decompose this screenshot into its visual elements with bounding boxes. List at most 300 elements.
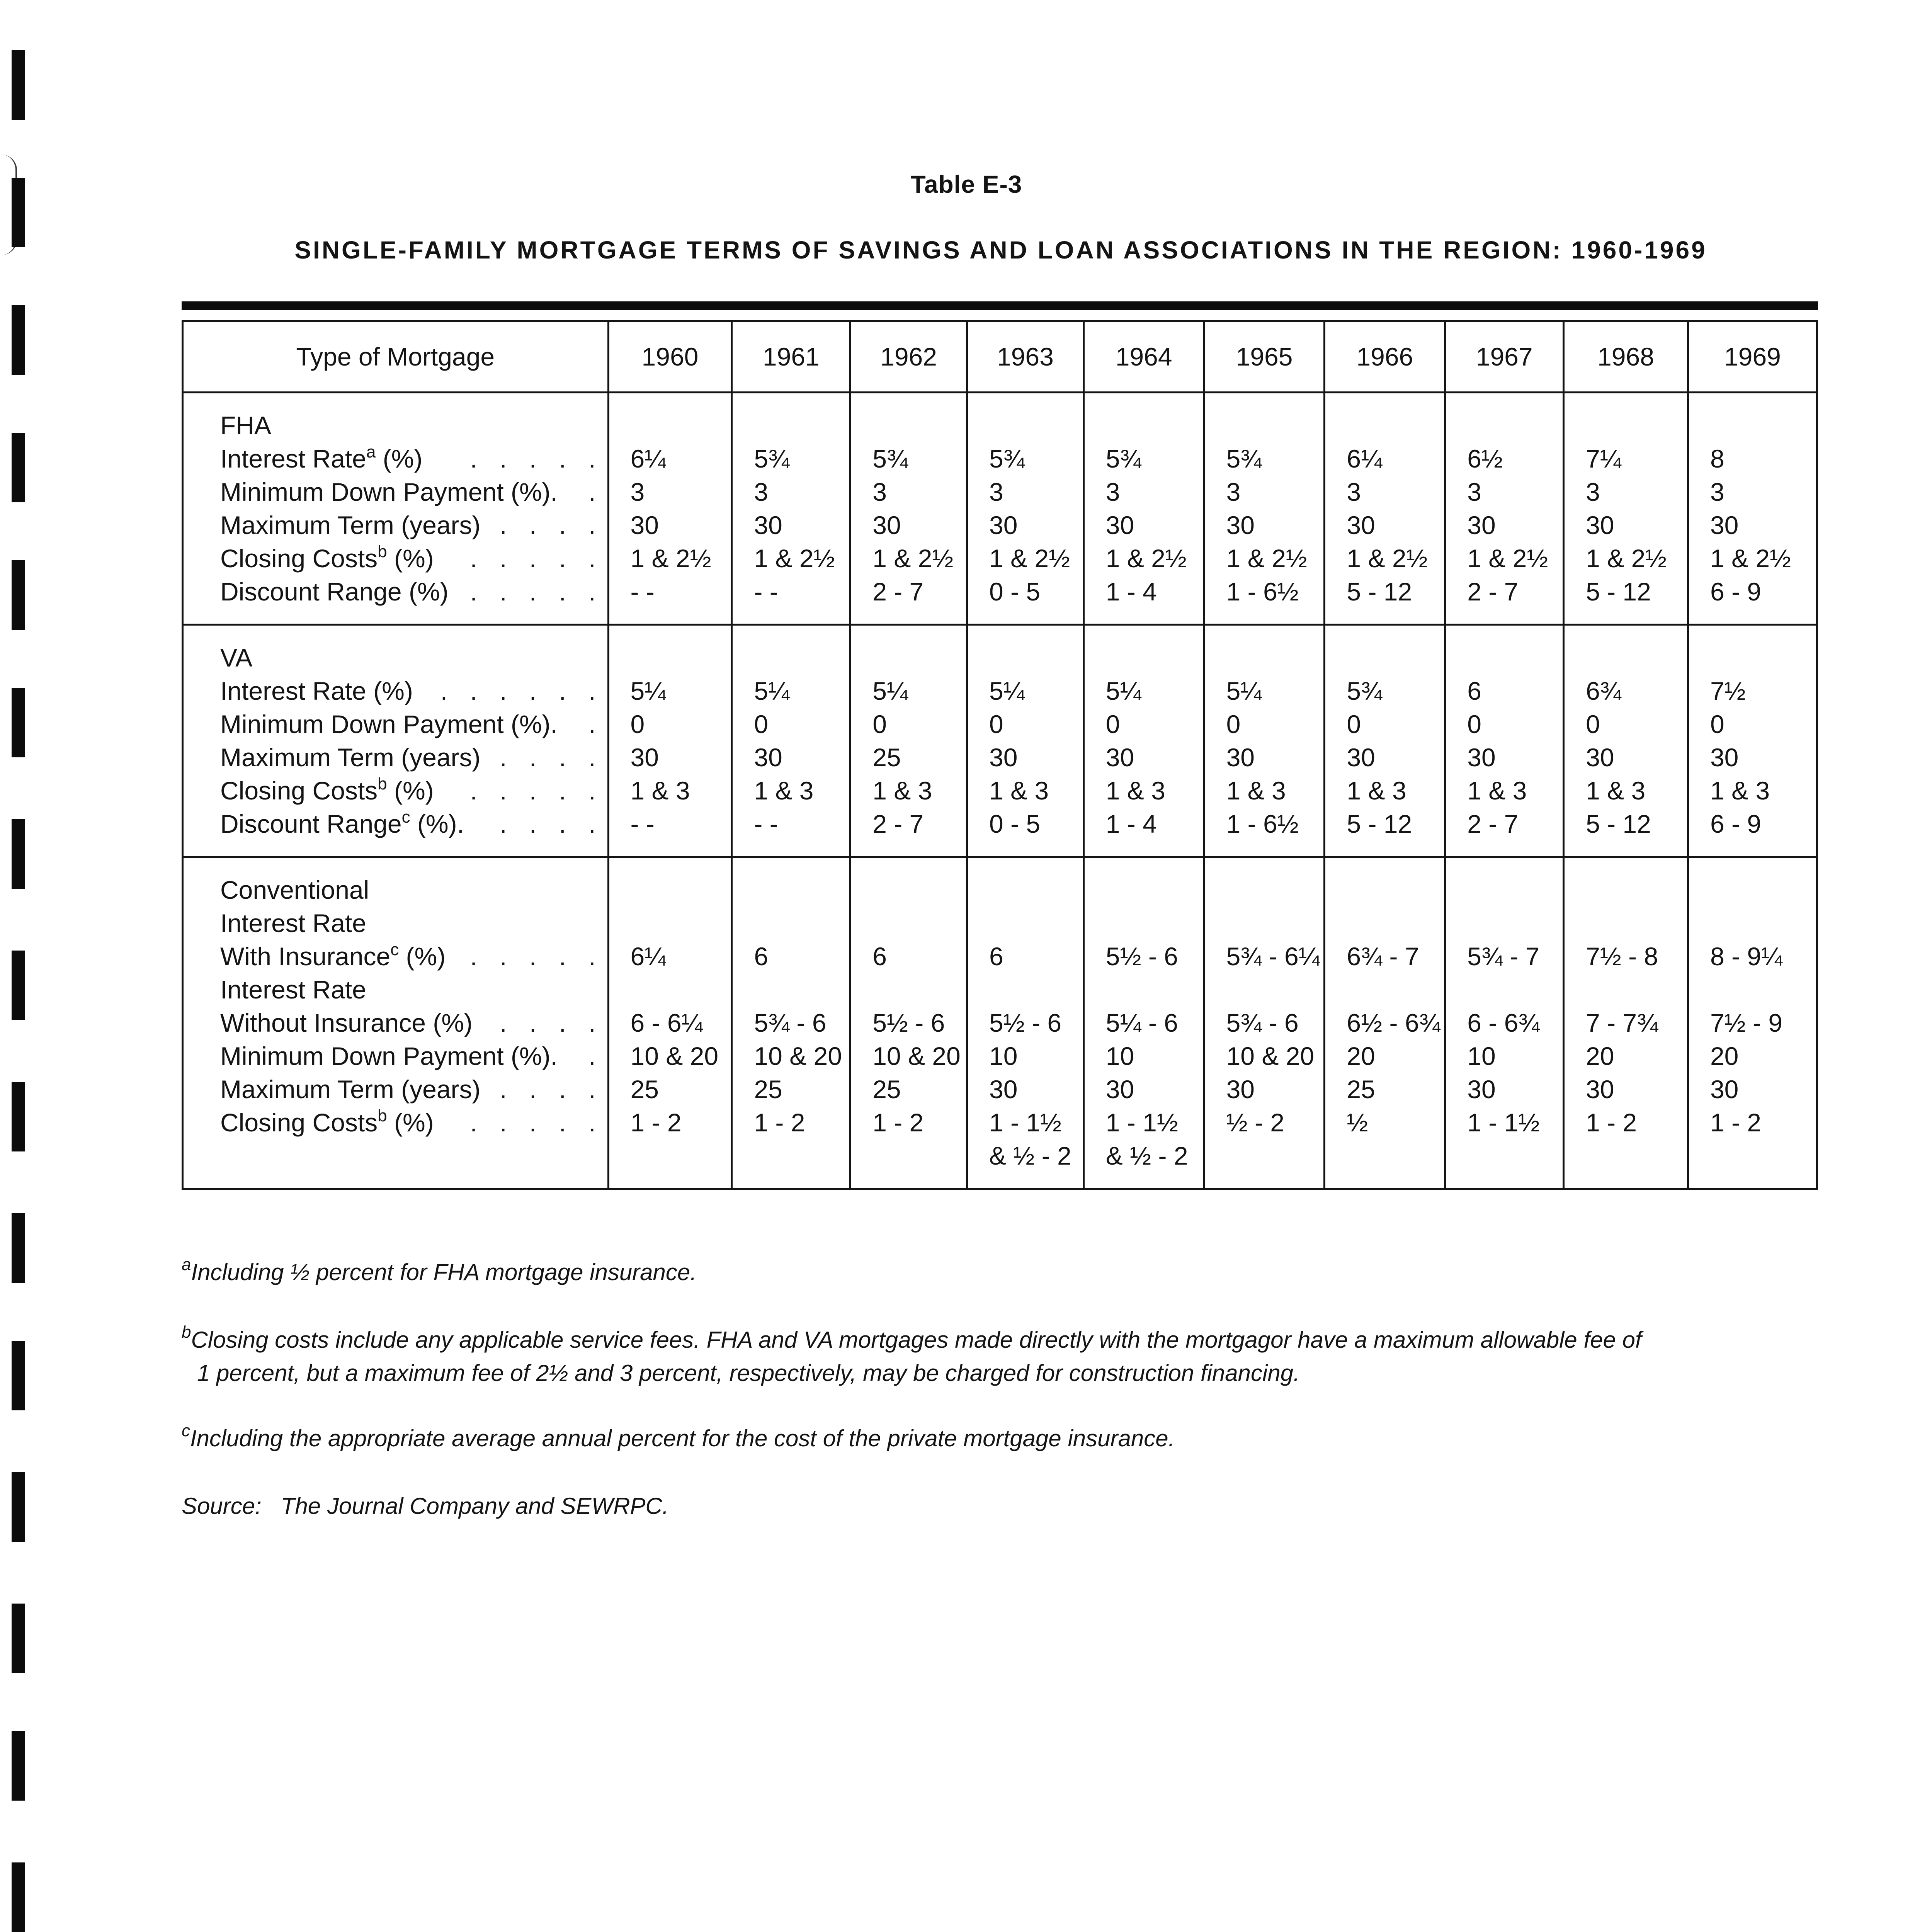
row-label-text: Closing Costs <box>220 776 378 805</box>
binder-mark <box>12 1472 25 1542</box>
row-label <box>220 741 607 774</box>
table-cell-value: 6¾ - 7 <box>1347 942 1419 971</box>
year-column-cell <box>1325 625 1445 857</box>
leader-dots: . . . . . <box>470 1108 604 1137</box>
table-cell-value: 1 & 2½ <box>1467 544 1548 573</box>
table-cell-value: 1 - 2 <box>1586 1108 1637 1137</box>
group-va <box>183 625 1817 857</box>
table-cell-value: 5¼ <box>630 677 666 705</box>
table-cell-value <box>1347 1139 1444 1172</box>
table-label: Table E-3 <box>910 170 1022 198</box>
table-cell-value: 1 & 2½ <box>1226 544 1307 573</box>
table-cell-value: 6¾ <box>1586 677 1621 705</box>
header-year: 1968 <box>1564 321 1688 393</box>
table-cell-value: 6 - 9 <box>1710 810 1762 838</box>
table-cell-value: 1 & 3 <box>1105 776 1165 805</box>
binder-mark <box>12 50 25 120</box>
year-column-cell <box>850 393 967 625</box>
table-cell-value <box>1467 1139 1563 1172</box>
table-cell-value: 0 <box>989 710 1003 738</box>
year-column-cell <box>850 625 967 857</box>
leader-dots: . . . . . <box>470 776 604 805</box>
group-name: FHA <box>220 411 271 440</box>
table-cell-value: - - <box>630 810 655 838</box>
table-cell-value <box>1106 973 1203 1006</box>
table-cell-value: 25 <box>872 743 901 772</box>
table-cell-value: 1 - 2 <box>754 1108 805 1137</box>
table-cell-value: 30 <box>630 743 659 772</box>
row-label-text: Interest Rate <box>220 909 366 937</box>
table-cell-value: 5¾ - 6 <box>1226 1009 1299 1037</box>
table-cell-value: 1 - 6½ <box>1226 810 1299 838</box>
table-cell-value: 5¼ <box>1105 677 1141 705</box>
row-label-suffix: (%) <box>399 942 446 971</box>
table-cell-value: 1 - 1½ <box>1105 1108 1178 1137</box>
table-cell-value: 6¼ <box>1347 444 1383 473</box>
table-cell-value: 5¾ <box>1226 444 1262 473</box>
footnote-ref: c <box>390 940 399 959</box>
year-column-cell <box>1204 857 1325 1189</box>
table-cell-value: 6 <box>872 942 887 971</box>
table-cell-value: 1 & 3 <box>630 776 690 805</box>
row-label-suffix: (%) <box>376 444 423 473</box>
leader-dots: . <box>588 478 604 506</box>
row-label <box>220 1039 607 1073</box>
binder-mark <box>12 433 25 502</box>
table-cell-value: 30 <box>1710 1075 1739 1104</box>
footnote-c <box>182 1422 1820 1455</box>
year-column-cell <box>1445 393 1564 625</box>
table-cell-value: 5 - 12 <box>1347 577 1412 606</box>
leader-dots: . . . . . <box>470 942 604 971</box>
year-column-cell <box>1445 625 1564 857</box>
table-cell-value <box>754 906 849 940</box>
group-name: Conventional <box>220 876 369 904</box>
table-cell-value: 5¾ - 6 <box>754 1009 827 1037</box>
group-name: VA <box>220 643 253 672</box>
year-column-cell <box>1688 393 1817 625</box>
year-column-cell <box>1325 393 1445 625</box>
table-cell-value: 1 & 3 <box>1710 776 1770 805</box>
source-note: Source: The Journal Company and SEWRPC. <box>182 1493 669 1519</box>
row-label-text: Interest Rate (%) <box>220 677 413 705</box>
table-cell-value: 10 <box>989 1042 1018 1070</box>
table-cell-value: - - <box>754 577 778 606</box>
table-cell-value: 3 <box>1105 478 1120 506</box>
table-cell-value: 0 - 5 <box>989 577 1041 606</box>
table-cell-value: 5¾ <box>754 444 790 473</box>
year-column-cell <box>1204 393 1325 625</box>
table-cell-value: - - <box>630 577 655 606</box>
row-label <box>220 575 607 608</box>
row-label-text: Interest Rate <box>220 444 366 473</box>
table-cell-value: 0 - 5 <box>989 810 1041 838</box>
table-cell-value: 3 <box>1710 478 1725 506</box>
row-label <box>220 1106 607 1139</box>
row-label-suffix: (%) <box>387 1108 434 1137</box>
binder-mark <box>12 688 25 757</box>
table-cell-value: 5¾ - 6¼ <box>1226 942 1320 971</box>
header-year: 1962 <box>850 321 967 393</box>
table-cell-value: 0 <box>630 710 645 738</box>
year-column-cell <box>608 625 732 857</box>
year-column-cell <box>1325 857 1445 1189</box>
group-conventional <box>183 857 1817 1189</box>
table-cell-value: 1 - 1½ <box>1467 1108 1540 1137</box>
row-label <box>220 906 607 940</box>
table-cell-value: 1 & 2½ <box>1586 544 1667 573</box>
header-year: 1965 <box>1204 321 1325 393</box>
table-cell-value <box>1467 973 1563 1006</box>
table-cell-value: 30 <box>1710 743 1739 772</box>
row-label-text: Minimum Down Payment (%). <box>220 478 558 506</box>
row-label <box>220 940 607 973</box>
table-cell-value <box>1586 906 1687 940</box>
table-cell-value: 30 <box>872 511 901 539</box>
row-label-text: With Insurance <box>220 942 391 971</box>
table-cell-value: 30 <box>1586 511 1614 539</box>
row-label-text: Interest Rate <box>220 975 366 1004</box>
table-cell-value: 30 <box>1105 511 1134 539</box>
footnote-b <box>182 1323 1820 1390</box>
year-column-cell <box>1204 625 1325 857</box>
footnote-ref: a <box>366 442 376 461</box>
table-cell-value <box>1226 1139 1324 1172</box>
header-year: 1964 <box>1083 321 1204 393</box>
leader-dots: . <box>588 710 604 738</box>
table-cell-value: 5¾ <box>989 444 1025 473</box>
table-cell-value: ½ - 2 <box>1226 1108 1284 1137</box>
table-cell-value: 5¼ <box>1226 677 1262 705</box>
year-column-cell <box>1688 857 1817 1189</box>
binder-mark <box>12 1731 25 1801</box>
table-cell-value: 7 - 7¾ <box>1586 1009 1658 1037</box>
leader-dots: . . . . . <box>470 577 604 606</box>
binder-mark <box>12 1082 25 1151</box>
table-cell-value: 5½ - 6 <box>989 1009 1062 1037</box>
year-column-cell <box>1083 393 1204 625</box>
table-cell-value: 30 <box>1586 1075 1614 1104</box>
year-column-cell <box>732 857 850 1189</box>
table-cell-value <box>872 973 966 1006</box>
leader-dots: . . . . . <box>470 544 604 573</box>
footnote-a <box>182 1256 1820 1289</box>
table-cell-value <box>631 906 731 940</box>
row-label <box>220 1073 607 1106</box>
leader-dots: . . . . . <box>470 444 604 473</box>
table-cell-value <box>1226 906 1324 940</box>
table-cell-value: 30 <box>754 743 782 772</box>
table-cell-value: 3 <box>754 478 769 506</box>
table-cell-value: 3 <box>872 478 887 506</box>
leader-dots: . . . . <box>500 743 604 772</box>
table-cell-value: 3 <box>1467 478 1481 506</box>
row-label-text: Without Insurance (%) <box>220 1009 473 1037</box>
row-label <box>220 1006 607 1039</box>
table-cell-value: 30 <box>754 511 782 539</box>
footnote-text-continued: 1 percent, but a maximum fee of 2½ and 3 percent, respectively, may be charged for construction financing. <box>197 1360 1300 1386</box>
table-cell-value <box>1226 973 1324 1006</box>
leader-dots: . . . . <box>500 810 604 838</box>
header-year: 1963 <box>967 321 1083 393</box>
table-cell-value: 1 & 2½ <box>1710 544 1791 573</box>
table-cell-value: 8 - 9¼ <box>1710 942 1783 971</box>
year-column-cell <box>1564 857 1688 1189</box>
table-cell-value: 10 & 20 <box>1226 1042 1315 1070</box>
table-cell-value: & ½ - 2 <box>989 1141 1071 1170</box>
table-cell-value: 30 <box>1347 743 1375 772</box>
table-cell-value: 30 <box>1226 743 1255 772</box>
table-cell-value: 1 & 2½ <box>989 544 1070 573</box>
table-cell-value: 1 - 4 <box>1105 577 1157 606</box>
row-label <box>220 509 607 542</box>
row-label-suffix: (%) <box>387 776 434 805</box>
table-cell-value: 0 <box>1710 710 1725 738</box>
table-cell-value: 2 - 7 <box>1467 810 1519 838</box>
row-label <box>220 674 607 707</box>
table-cell-value: 6 <box>754 942 769 971</box>
row-label-text: Maximum Term (years) <box>220 1075 481 1104</box>
year-column-cell <box>967 625 1083 857</box>
table-cell-value: 30 <box>989 1075 1018 1104</box>
table-cell-value <box>872 906 966 940</box>
year-column-cell <box>608 393 732 625</box>
table-cell-value: 5½ - 6 <box>1105 942 1178 971</box>
table-cell-value: 30 <box>1226 511 1255 539</box>
table-cell-value: 30 <box>1467 1075 1496 1104</box>
table-cell-value <box>1347 973 1444 1006</box>
table-cell-value: 5¾ <box>1105 444 1141 473</box>
table-cell-value <box>631 973 731 1006</box>
table-cell-value <box>872 1139 966 1172</box>
table-cell-value: 25 <box>872 1075 901 1104</box>
row-label-text: Minimum Down Payment (%). <box>220 710 558 738</box>
footnote-ref: c <box>401 808 410 827</box>
row-label <box>220 807 607 840</box>
table-cell-value: 1 & 3 <box>1226 776 1286 805</box>
binder-mark <box>12 305 25 375</box>
footnote-mark: a <box>182 1255 191 1274</box>
table-cell-value <box>1710 1139 1816 1172</box>
table-cell-value <box>1106 906 1203 940</box>
year-column-cell <box>850 857 967 1189</box>
year-column-cell <box>1445 857 1564 1189</box>
table-cell-value: 1 & 2½ <box>754 544 835 573</box>
year-column-cell <box>1083 625 1204 857</box>
row-label <box>220 475 607 509</box>
table-cell-value <box>631 1139 731 1172</box>
table-cell-value: 5¾ <box>872 444 908 473</box>
table-cell-value: 30 <box>630 511 659 539</box>
mortgage-terms-table <box>182 320 1818 1190</box>
row-label-text: Closing Costs <box>220 544 378 573</box>
table-cell-value: 30 <box>989 743 1018 772</box>
table-cell-value: 6¼ <box>630 942 666 971</box>
table-cell-value: 1 & 2½ <box>872 544 954 573</box>
table-cell-value: 2 - 7 <box>1467 577 1519 606</box>
table-cell-value: 1 & 3 <box>1467 776 1527 805</box>
table-cell-value <box>1347 906 1444 940</box>
table-cell-value: 6½ <box>1467 444 1503 473</box>
table-cell-value: 6 - 9 <box>1710 577 1762 606</box>
group-fha <box>183 393 1817 625</box>
table-cell-value: 6¼ <box>630 444 666 473</box>
leader-dots <box>366 906 607 940</box>
table-cell-value: 3 <box>989 478 1003 506</box>
footnote-ref: b <box>378 542 387 561</box>
table-cell-value: 30 <box>989 511 1018 539</box>
row-label-text: Discount Range <box>220 810 402 838</box>
table-cell-value: 30 <box>1467 743 1496 772</box>
table-cell-value: 3 <box>630 478 645 506</box>
table-cell-value: 6½ - 6¾ <box>1347 1009 1440 1037</box>
row-label <box>220 442 607 475</box>
table-cell-value: 7½ <box>1710 677 1746 705</box>
table-cell-value: 1 & 3 <box>754 776 814 805</box>
footnote-mark: b <box>182 1323 191 1342</box>
footnote-ref: b <box>378 1106 387 1125</box>
table-title: SINGLE-FAMILY MORTGAGE TERMS OF SAVINGS AND LOAN ASSOCIATIONS IN THE REGION: 1960-1969 <box>294 236 1707 264</box>
table-cell-value <box>1586 973 1687 1006</box>
leader-dots <box>366 973 607 1006</box>
row-label-text: Maximum Term (years) <box>220 511 481 539</box>
table-cell-value: 2 - 7 <box>872 577 924 606</box>
table-cell-value: 7½ - 8 <box>1586 942 1658 971</box>
table-cell-value: 30 <box>1347 511 1375 539</box>
year-column-cell <box>967 393 1083 625</box>
row-label-suffix: (%) <box>387 544 434 573</box>
table-cell-value: 20 <box>1347 1042 1375 1070</box>
footnote-text: Including ½ percent for FHA mortgage insurance. <box>191 1259 697 1285</box>
table-cell-value: 1 & 3 <box>1347 776 1406 805</box>
year-column-cell <box>732 625 850 857</box>
year-column-cell <box>1688 625 1817 857</box>
header-year: 1961 <box>732 321 850 393</box>
table-cell-value: 5 - 12 <box>1347 810 1412 838</box>
table-cell-value: 6 - 6¼ <box>630 1009 703 1037</box>
binder-mark <box>12 1862 25 1932</box>
table-cell-value: 5 - 12 <box>1586 577 1651 606</box>
table-cell-value <box>1710 906 1816 940</box>
table-cell-value: 30 <box>1586 743 1614 772</box>
table-cell-value: 1 - 1½ <box>989 1108 1062 1137</box>
table-cell-value: 0 <box>1105 710 1120 738</box>
leader-dots: . . . . <box>500 1009 604 1037</box>
table-cell-value: 5¼ <box>872 677 908 705</box>
binder-mark <box>12 819 25 889</box>
table-cell-value: 1 - 4 <box>1105 810 1157 838</box>
table-cell-value: 30 <box>1467 511 1496 539</box>
binder-mark <box>12 1341 25 1410</box>
table-cell-value: 25 <box>754 1075 782 1104</box>
footnote-mark: c <box>182 1421 190 1440</box>
table-cell-value: 20 <box>1710 1042 1739 1070</box>
table-cell-value <box>989 973 1083 1006</box>
table-cell-value: 7½ - 9 <box>1710 1009 1783 1037</box>
leader-dots: . . . . <box>500 511 604 539</box>
table-cell-value: 1 & 3 <box>989 776 1049 805</box>
table-cell-value: 7¼ <box>1586 444 1621 473</box>
year-column-cell <box>1083 857 1204 1189</box>
table-cell-value: - - <box>754 810 778 838</box>
table-cell-value: 8 <box>1710 444 1725 473</box>
table-cell-value: 30 <box>1710 511 1739 539</box>
table-cell-value: 1 - 2 <box>872 1108 924 1137</box>
table-cell-value: 3 <box>1586 478 1600 506</box>
table-cell-value: 0 <box>1586 710 1600 738</box>
table-cell-value: 10 & 20 <box>630 1042 719 1070</box>
table-cell-value: ½ <box>1347 1108 1368 1137</box>
row-label-text: Discount Range (%) <box>220 577 449 606</box>
row-label <box>220 542 607 575</box>
table-cell-value: 6 - 6¾ <box>1467 1009 1540 1037</box>
table-cell-value: 6 <box>989 942 1003 971</box>
table-cell-value: 0 <box>754 710 769 738</box>
table-header-row <box>183 321 1817 393</box>
leader-dots: . <box>588 1042 604 1070</box>
table-cell-value: 5¾ <box>1347 677 1383 705</box>
table-cell-value: 10 & 20 <box>754 1042 842 1070</box>
header-year: 1969 <box>1688 321 1817 393</box>
table-cell-value: 10 <box>1105 1042 1134 1070</box>
table-cell-value <box>1467 906 1563 940</box>
table-cell-value: 0 <box>872 710 887 738</box>
binder-mark <box>12 560 25 630</box>
table-cell-value: 6 <box>1467 677 1481 705</box>
year-column-cell <box>732 393 850 625</box>
table-cell-value: 1 & 2½ <box>1105 544 1187 573</box>
header-year: 1966 <box>1325 321 1445 393</box>
row-labels <box>183 857 609 1189</box>
top-rule <box>182 301 1818 310</box>
binder-mark <box>12 951 25 1020</box>
table-cell-value: 25 <box>1347 1075 1375 1104</box>
table-cell-value: 1 - 2 <box>630 1108 682 1137</box>
table-cell-value: 1 - 6½ <box>1226 577 1299 606</box>
footnote-ref: b <box>378 774 387 793</box>
table-body <box>183 393 1817 1189</box>
table-cell-value: 25 <box>630 1075 659 1104</box>
table-cell-value: 10 & 20 <box>872 1042 961 1070</box>
row-label <box>220 774 607 807</box>
year-column-cell <box>967 857 1083 1189</box>
table-cell-value <box>1586 1139 1687 1172</box>
table-cell-value: 0 <box>1226 710 1241 738</box>
table-cell-value: 30 <box>1105 743 1134 772</box>
year-column-cell <box>608 857 732 1189</box>
table-cell-value: 2 - 7 <box>872 810 924 838</box>
footnote-text: Including the appropriate average annual percent for the cost of the private mortgage insurance. <box>190 1425 1175 1451</box>
row-label-text: Closing Costs <box>220 1108 378 1137</box>
table-cell-value: 30 <box>1226 1075 1255 1104</box>
table-cell-value <box>754 1139 849 1172</box>
table-cell-value: 5½ - 6 <box>872 1009 945 1037</box>
table-cell-value <box>754 973 849 1006</box>
leader-dots: . . . . . . <box>440 677 604 705</box>
table-cell-value: 5¼ <box>989 677 1025 705</box>
table-cell-value: 3 <box>1226 478 1241 506</box>
row-label-text: Minimum Down Payment (%). <box>220 1042 558 1070</box>
table-cell-value: 5¾ - 7 <box>1467 942 1540 971</box>
row-label <box>220 707 607 741</box>
year-column-cell <box>1564 625 1688 857</box>
table-cell-value <box>1710 973 1816 1006</box>
table-cell-value: 30 <box>1105 1075 1134 1104</box>
row-label-suffix: (%). <box>410 810 464 838</box>
table-cell-value: 1 & 3 <box>872 776 932 805</box>
row-label <box>220 1139 607 1172</box>
table-cell-value <box>989 906 1083 940</box>
